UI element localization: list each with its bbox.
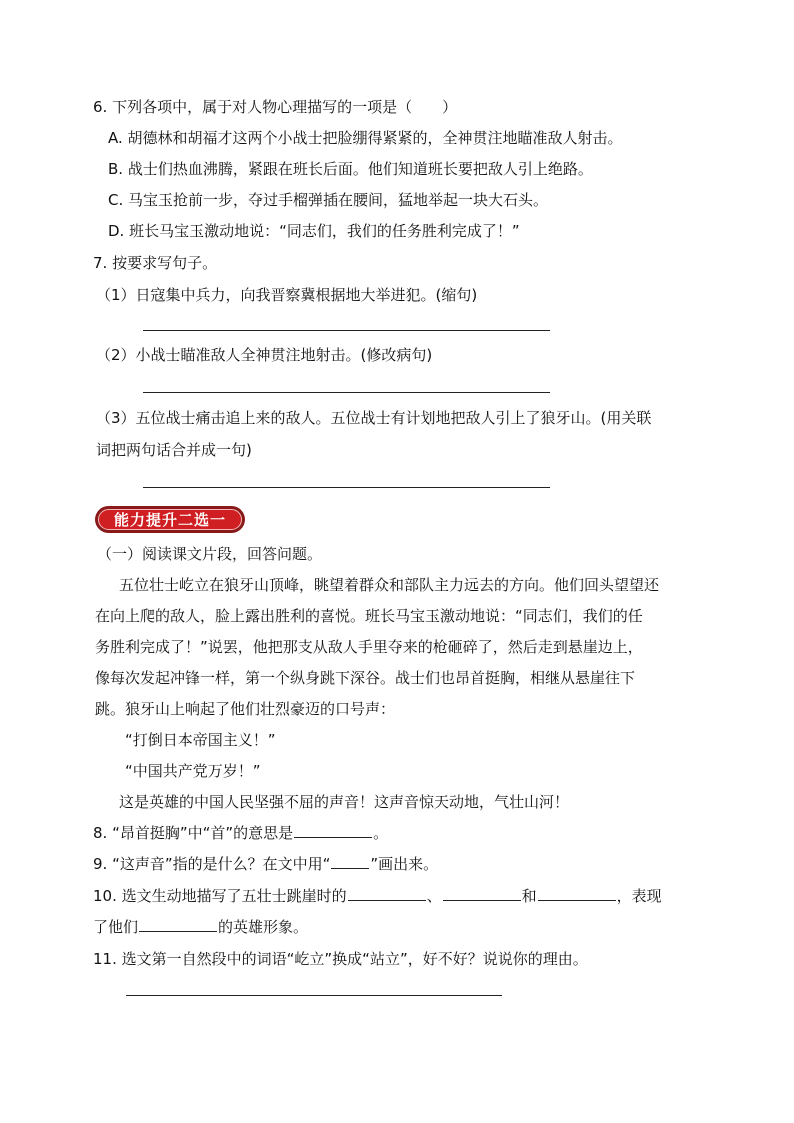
q10-line2-pre: 了他们 <box>93 918 139 936</box>
q8-blank[interactable] <box>294 823 372 838</box>
q9-prompt: 9. “这声音”指的是什么？在文中用“ <box>93 855 331 873</box>
passage-line-2: 在向上爬的敌人，脸上露出胜利的喜悦。班长马宝玉激动地说：“同志们，我们的任 <box>95 607 643 625</box>
answer-line-q11[interactable] <box>126 995 502 996</box>
slogan-2: “中国共产党万岁！” <box>125 762 261 780</box>
q6-option-a: A. 胡德林和胡福才这两个小战士把脸绷得紧紧的，全神贯注地瞄准敌人射击。 <box>108 129 623 147</box>
q6-option-c: C. 马宝玉抢前一步，夺过手榴弹插在腰间，猛地举起一块大石头。 <box>108 191 549 209</box>
q9-end: ”画出来。 <box>370 855 439 873</box>
answer-line-q7-2[interactable] <box>143 392 550 393</box>
section-banner-title: 能力提升二选一 <box>113 511 226 529</box>
section-banner-frame <box>98 509 242 530</box>
q10-sep-1: 、 <box>426 887 442 905</box>
passage-line-4: 像每次发起冲锋一样，第一个纵身跳下深谷。战士们也昂首挺胸，相继从悬崖往下 <box>95 669 636 687</box>
q11-prompt: 11. 选文第一自然段中的词语“屹立”换成“站立”，好不好？说说你的理由。 <box>93 950 588 968</box>
q6-option-b: B. 战士们热血沸腾，紧跟在班长后面。他们知道班长要把敌人引上绝路。 <box>108 160 593 178</box>
q10-line-2 <box>93 916 308 938</box>
passage-line-3: 务胜利完成了！”说罢，他把那支从敌人手里夺来的枪砸碎了，然后走到悬崖边上， <box>95 638 643 656</box>
answer-line-q7-3[interactable] <box>143 487 550 488</box>
answer-line-q7-1[interactable] <box>143 330 550 331</box>
q10-blank-4[interactable] <box>139 917 217 932</box>
slogan-1: “打倒日本帝国主义！” <box>125 731 276 749</box>
q7-item-1: （1）日寇集中兵力，向我晋察冀根据地大举进犯。(缩句) <box>96 286 478 304</box>
q7-item-3-line1: （3）五位战士痛击追上来的敌人。五位战士有计划地把敌人引上了狼牙山。(用关联 <box>96 409 652 427</box>
q10-sep-2: 和 <box>521 887 537 905</box>
q10-post: ，表现 <box>616 887 662 905</box>
q7-item-3-line2: 词把两句话合并成一句) <box>96 441 252 459</box>
q9-line <box>93 853 438 875</box>
q8-line <box>93 822 388 844</box>
q10-line-1 <box>93 885 662 907</box>
passage-line-5: 跳。狼牙山上响起了他们壮烈豪迈的口号声： <box>95 700 396 718</box>
q6-stem: 6. 下列各项中，属于对人物心理描写的一项是（ ） <box>93 98 458 116</box>
q8-prompt: 8. “昂首挺胸”中“首”的意思是 <box>93 824 294 842</box>
q10-prompt: 10. 选文生动地描写了五壮士跳崖时的 <box>93 887 347 905</box>
q9-underline-mark <box>331 854 369 869</box>
q6-option-d: D. 班长马宝玉激动地说：“同志们，我们的任务胜利完成了！” <box>108 222 520 240</box>
q10-line2-post: 的英雄形象。 <box>218 918 309 936</box>
q7-stem: 7. 按要求写句子。 <box>93 254 218 272</box>
reading-intro: （一）阅读课文片段，回答问题。 <box>97 545 323 563</box>
q10-blank-3[interactable] <box>538 886 616 901</box>
passage-closing: 这是英雄的中国人民坚强不屈的声音！这声音惊天动地，气壮山河！ <box>119 793 570 811</box>
passage-line-1: 五位壮士屹立在狼牙山顶峰，眺望着群众和部队主力远去的方向。他们回头望望还 <box>119 576 660 594</box>
section-banner <box>95 506 245 533</box>
q10-blank-2[interactable] <box>443 886 521 901</box>
q7-item-2: （2）小战士瞄准敌人全神贯注地射击。(修改病句) <box>96 346 433 364</box>
q8-end: 。 <box>373 824 389 842</box>
q10-blank-1[interactable] <box>348 886 426 901</box>
